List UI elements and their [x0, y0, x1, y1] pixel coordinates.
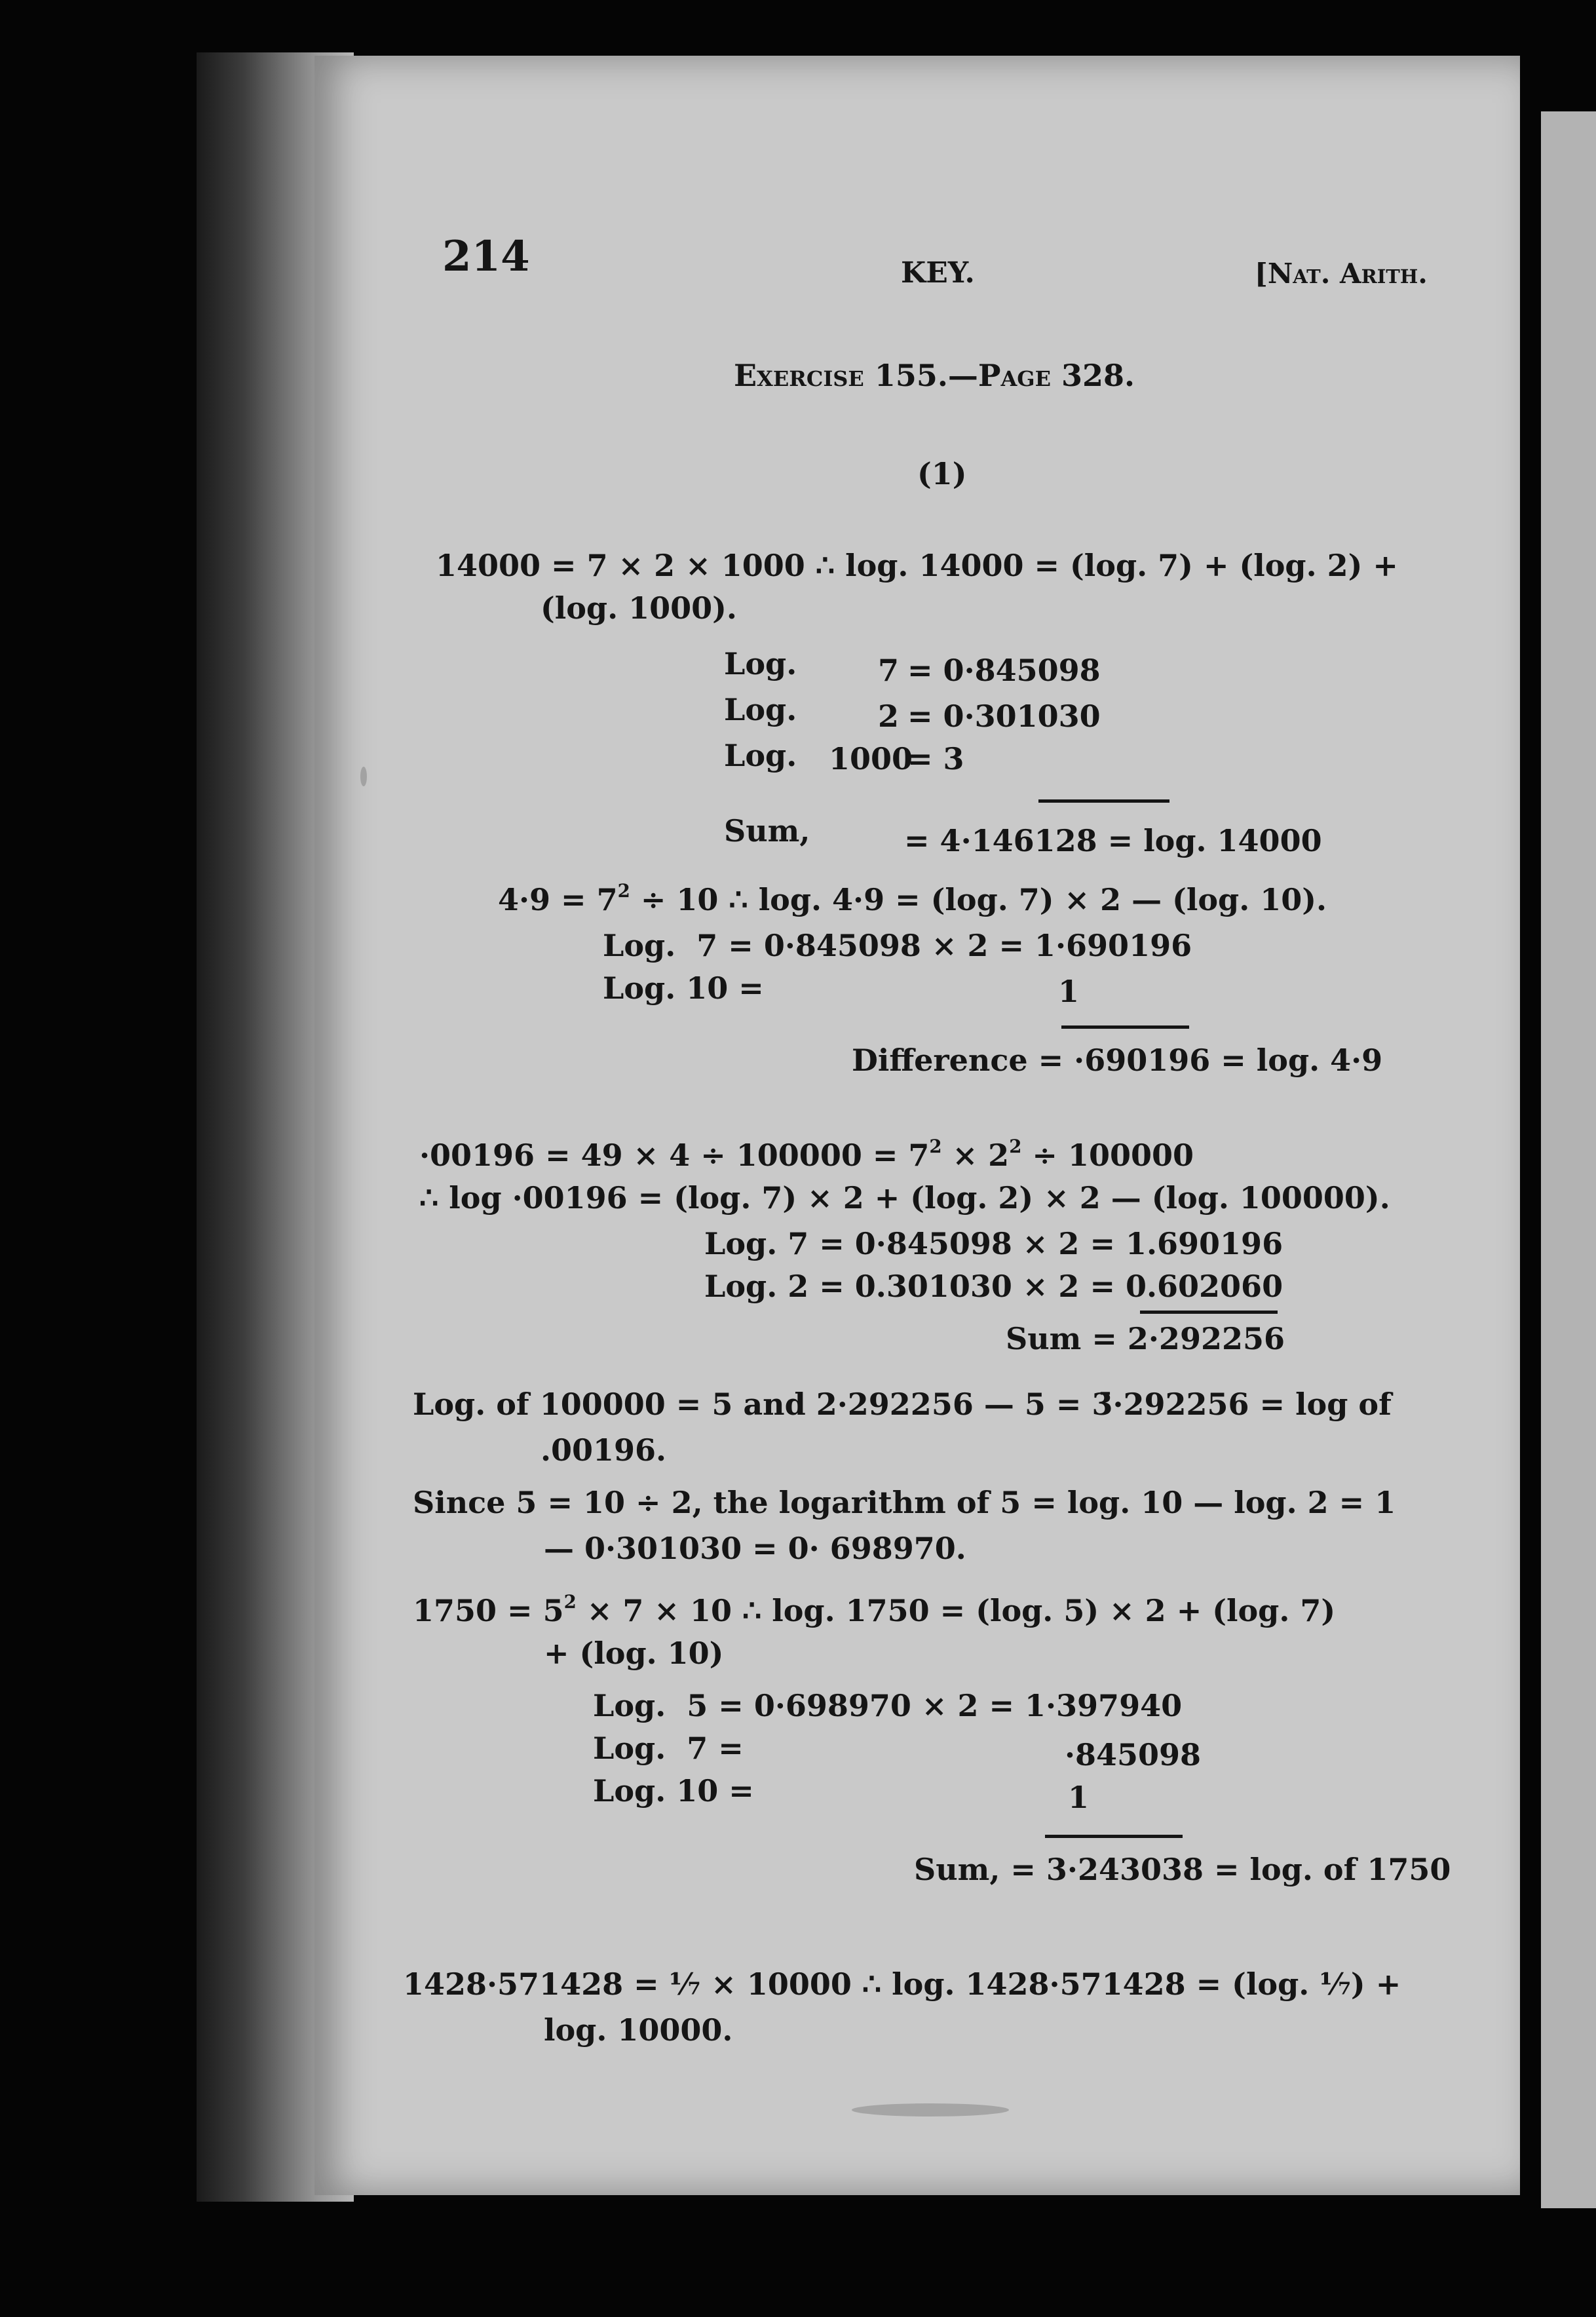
equation-line: ∴ log ·00196 = (log. 7) × 2 + (log. 2) × 2 — (log. 100000). — [419, 1180, 1390, 1216]
equation-line: Log. 2 = 0.301030 × 2 = 0.602060 — [704, 1269, 1283, 1304]
log-label: Log. — [724, 692, 797, 727]
page-number: 214 — [442, 232, 530, 281]
equation-line: Log. of 100000 = 5 and 2·292256 — 5 = 3̄·292256 = log of — [413, 1387, 1392, 1422]
exercise-title: Exercise 155.—Page 328. — [734, 358, 1135, 393]
log-number: 1000 — [829, 741, 913, 776]
equation-line: $4\cdot 9 = 7^2 \div 10$ ∴ log. 4·9 = (log. 7) × 2 — (log. 10). — [498, 880, 1327, 917]
sum-line: = 4·146128 = log. 14000 — [904, 823, 1322, 858]
problem-number: (1) — [917, 456, 967, 491]
equation-line: .00196. — [541, 1432, 667, 1468]
equation-line: Log. 7 = 0·845098 × 2 = 1·690196 — [603, 928, 1192, 963]
sum-rule — [1045, 1835, 1183, 1838]
log-label: Log. 10 = — [593, 1773, 754, 1809]
sum-rule — [1038, 799, 1169, 803]
equation-line: Log. 7 = 0·845098 × 2 = 1.690196 — [704, 1226, 1283, 1261]
log-label: Log. — [724, 738, 797, 773]
log-value: = 3 — [907, 741, 964, 776]
difference-line: Difference = ·690196 = log. 4·9 — [852, 1043, 1383, 1078]
equation-line: Since 5 = 10 ÷ 2, the logarithm of 5 = log. 10 — log. 2 = 1 — [413, 1485, 1396, 1520]
ink-speck — [852, 2103, 1009, 2116]
log-label: Log. 10 = — [603, 970, 764, 1006]
equation-line: 1428·571428 = ⅐ × 10000 ∴ log. 1428·571428 = (log. ⅐) + — [403, 1966, 1401, 2002]
book-page — [314, 56, 1520, 2195]
equation-line: log. 10000. — [544, 2012, 733, 2048]
log-number: 7 — [878, 653, 900, 688]
log-value: = 0·301030 — [907, 699, 1101, 734]
sum-line: Sum, = 3·243038 = log. of 1750 — [914, 1852, 1451, 1887]
equation-line: $\cdot 00196 = 49 \times 4 \div 100000 = 7^2 \times 2^2 \div 100000$ — [419, 1136, 1194, 1173]
log-value: = 0·845098 — [907, 653, 1101, 688]
difference-rule — [1061, 1025, 1189, 1029]
ink-speck — [360, 767, 367, 786]
log-label: Log. 7 = — [593, 1731, 744, 1766]
log-label: Log. — [724, 646, 797, 681]
equation-line: Log. 5 = 0·698970 × 2 = 1·397940 — [593, 1688, 1183, 1723]
log-value: ·845098 — [1065, 1737, 1202, 1772]
equation-line: (log. 1000). — [541, 590, 737, 626]
running-head-right: [Nat. Arith. — [1255, 258, 1428, 290]
log-value: 1 — [1058, 974, 1080, 1009]
sum-line: Sum = 2·292256 — [1006, 1321, 1285, 1356]
equation-line: + (log. 10) — [544, 1636, 724, 1671]
log-value: 1 — [1068, 1780, 1090, 1815]
sum-rule — [1140, 1311, 1278, 1314]
equation-line: $1750 = 5^2 \times 7 \times 10$ ∴ log. 1750 = (log. 5) × 2 + (log. 7) — [413, 1591, 1336, 1628]
log-number: 2 — [878, 699, 900, 734]
equation-line: 14000 = 7 × 2 × 1000 ∴ log. 14000 = (log. 7) + (log. 2) + — [436, 548, 1398, 583]
running-head-center: KEY. — [901, 256, 975, 290]
adjacent-page-edge — [1541, 111, 1596, 2208]
equation-line: — 0·301030 = 0· 698970. — [544, 1531, 966, 1566]
sum-label: Sum, — [724, 813, 810, 849]
